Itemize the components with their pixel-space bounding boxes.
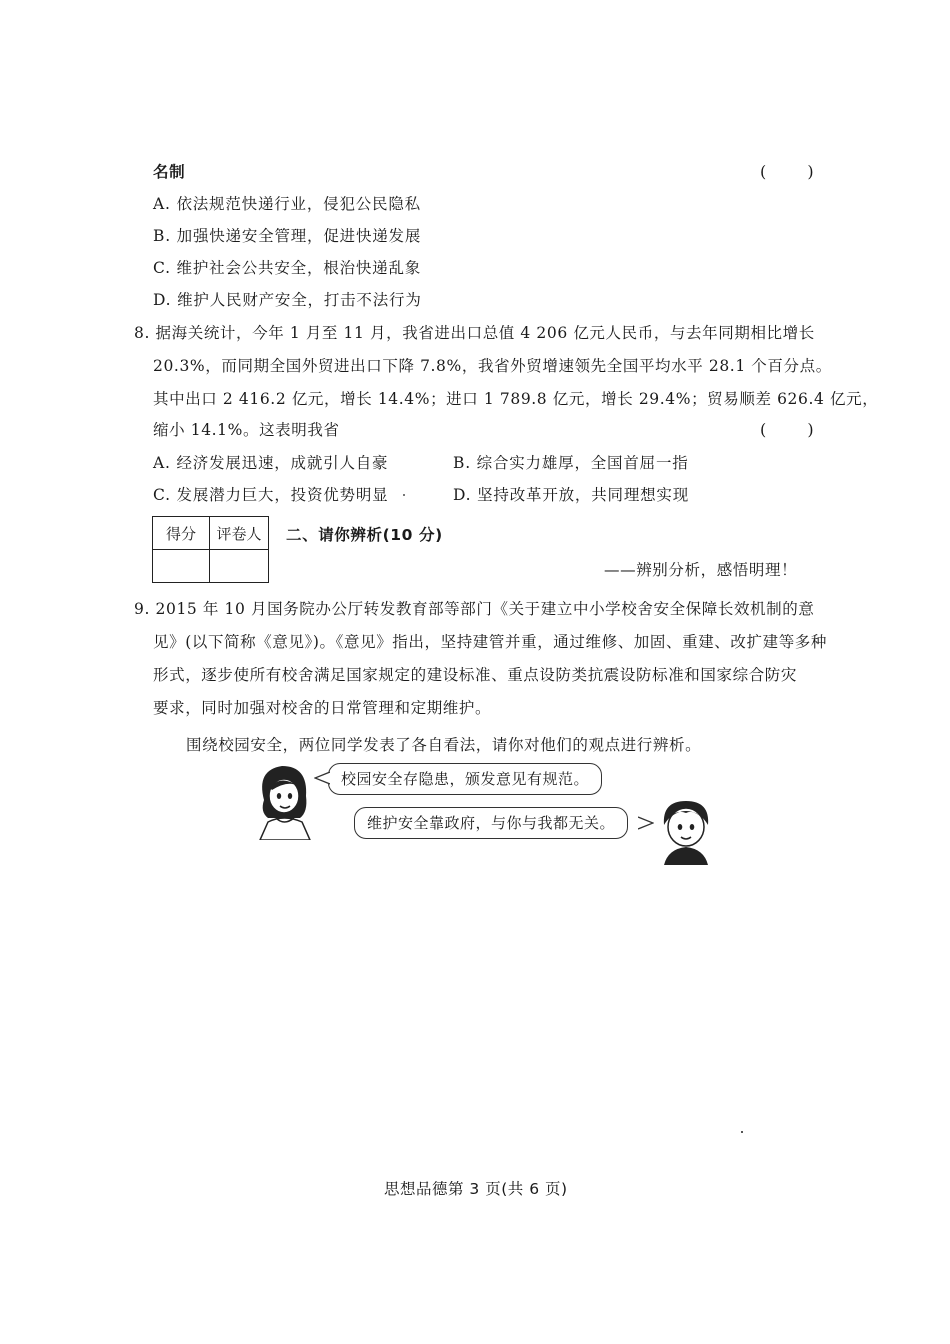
section-2-title: 二、请你辨析(10 分) (286, 526, 443, 544)
girl-student-illustration (250, 760, 320, 840)
grader-cell[interactable] (210, 550, 269, 583)
boy-speech-bubble (354, 807, 628, 839)
q8-line-3: 其中出口 2 416.2 亿元，增长 14.4%；进口 1 789.8 亿元，增长 29.4%；贸易顺差 626.4 亿元， (153, 390, 879, 408)
q8-option-c: C. 发展潜力巨大，投资优势明显 (153, 486, 389, 504)
girl-bubble-tail (314, 770, 330, 786)
grader-header: 评卷人 (210, 517, 269, 550)
q7-option-a: A. 依法规范快递行业，侵犯公民隐私 (153, 195, 421, 213)
q7-option-c: C. 维护社会公共安全，根治快递乱象 (153, 259, 422, 277)
q9-prompt: 围绕校园安全，两位同学发表了各自看法，请你对他们的观点进行辨析。 (186, 736, 702, 754)
q8-line-4: 缩小 14.1%。这表明我省 (153, 421, 340, 439)
q7-stem-tail: 名制 (153, 162, 186, 181)
page-number-footer: 思想品德第 3 页(共 6 页) (384, 1180, 568, 1198)
q8-line-2: 20.3%，而同期全国外贸进出口下降 7.8%，我省外贸增速领先全国平均水平 28.1 个百分点。 (153, 357, 832, 375)
girl-speech-text: 校园安全存隐患，颁发意见有规范。 (341, 770, 590, 788)
q7-answer-paren: ( ) (760, 162, 832, 181)
q8-option-b: B. 综合实力雄厚，全国首屈一指 (453, 454, 689, 472)
girl-speech-bubble (328, 763, 602, 795)
q9-line-1: 9. 2015 年 10 月国务院办公厅转发教育部等部门《关于建立中小学校舍安全保障长效机制的意 (134, 600, 815, 618)
scan-speck (403, 494, 405, 496)
score-table (152, 516, 269, 583)
score-header: 得分 (153, 517, 210, 550)
q9-line-4: 要求，同时加强对校舍的日常管理和定期维护。 (153, 699, 492, 717)
q8-option-a: A. 经济发展迅速，成就引人自豪 (153, 454, 389, 472)
q8-option-d: D. 坚持改革开放，共同理想实现 (453, 486, 690, 504)
score-cell[interactable] (153, 550, 210, 583)
scan-speck (741, 1131, 743, 1133)
q7-option-d: D. 维护人民财产安全，打击不法行为 (153, 291, 422, 309)
boy-student-illustration (650, 795, 720, 865)
q7-option-b: B. 加强快递安全管理，促进快递发展 (153, 227, 422, 245)
q9-line-3: 形式，逐步使所有校舍满足国家规定的建设标准、重点设防类抗震设防标准和国家综合防灾 (153, 666, 798, 684)
boy-speech-text: 维护安全靠政府，与你与我都无关。 (367, 814, 616, 832)
q9-line-2: 见》(以下简称《意见》)。《意见》指出，坚持建管并重，通过维修、加固、重建、改扩建等多种 (153, 633, 827, 651)
q8-line-1: 8. 据海关统计，今年 1 月至 11 月，我省进出口总值 4 206 亿元人民币，与去年同期相比增长 (134, 324, 815, 342)
q8-answer-paren: ( ) (760, 420, 832, 439)
section-2-motto: ——辨别分析，感悟明理！ (604, 561, 798, 579)
